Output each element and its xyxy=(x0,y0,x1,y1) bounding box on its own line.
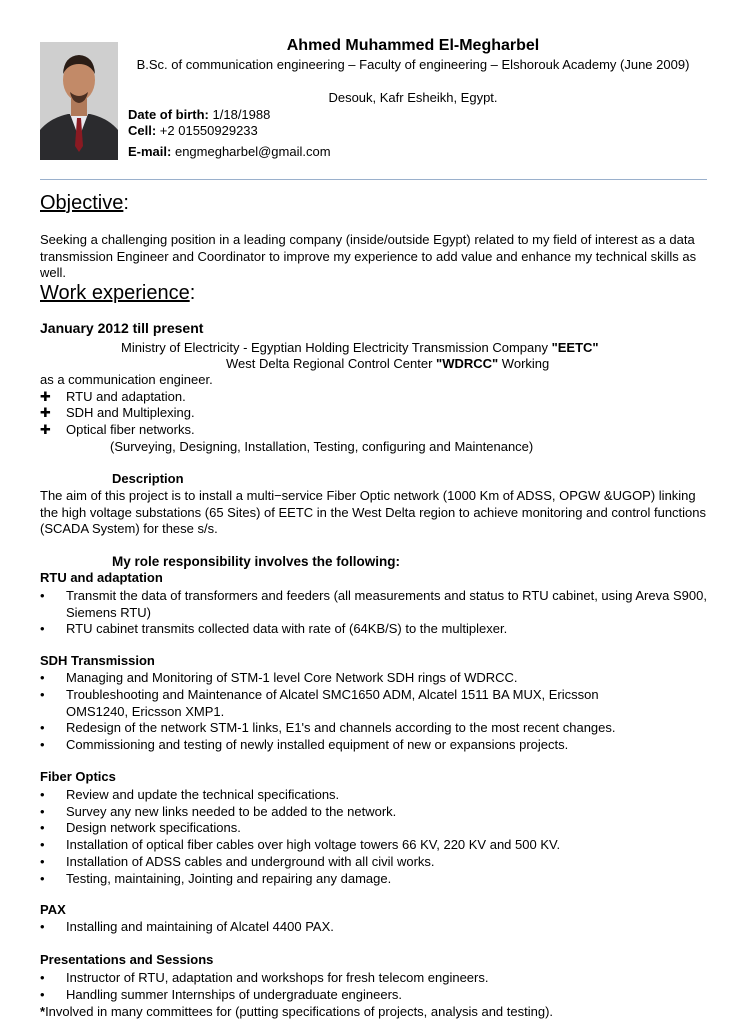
bullet-icon: • xyxy=(40,820,45,835)
objective-heading xyxy=(40,192,129,215)
description-title: Description xyxy=(112,471,184,486)
list-item xyxy=(40,670,708,687)
cell-value: +2 01550929233 xyxy=(159,123,258,138)
work-period: January 2012 till present xyxy=(40,320,204,336)
list-item-text: Handling summer Internships of undergraduate engineers. xyxy=(66,987,403,1002)
sdh-title: SDH Transmission xyxy=(40,653,155,668)
employer-name: Ministry of Electricity - Egyptian Holding Electricity Transmission Company xyxy=(121,340,552,355)
list-item xyxy=(40,720,708,737)
list-item xyxy=(40,588,708,621)
employer-line-1 xyxy=(121,340,599,355)
plus-item-text: SDH and Multiplexing. xyxy=(66,405,195,420)
bullet-icon: • xyxy=(40,854,45,869)
work-plus-item xyxy=(40,389,186,405)
bullet-icon: • xyxy=(40,687,45,702)
bullet-icon: • xyxy=(40,588,45,603)
list-item-text: RTU cabinet transmits collected data with rate of (64KB/S) to the multiplexer. xyxy=(66,621,508,636)
objective-colon: : xyxy=(123,192,129,214)
pax-title: PAX xyxy=(40,902,66,917)
list-item xyxy=(40,837,708,854)
list-item xyxy=(40,621,708,638)
work-plus-item xyxy=(40,422,195,438)
bullet-icon: • xyxy=(40,919,45,934)
list-item-text: Troubleshooting and Maintenance of Alcatel SMC1650 ADM, Alcatel 1511 BA MUX, Ericsson OMS1240, Ericsson XMP1. xyxy=(66,687,599,719)
list-item-text: Installation of optical fiber cables over high voltage towers 66 KV, 220 KV and 500 KV. xyxy=(66,837,561,852)
list-item-text: Installation of ADSS cables and underground with all civil works. xyxy=(66,854,435,869)
person-portrait-icon xyxy=(40,42,118,160)
dob-value: 1/18/1988 xyxy=(212,107,271,122)
dob-row xyxy=(128,107,270,122)
list-item-text: Review and update the technical specifications. xyxy=(66,787,340,802)
list-item xyxy=(40,687,660,720)
center-name: West Delta Regional Control Center xyxy=(226,356,437,371)
candidate-name: Ahmed Muhammed El-Megharbel xyxy=(286,37,540,54)
email-row xyxy=(128,144,331,159)
working-word: Working xyxy=(498,356,550,371)
list-item-text: Managing and Monitoring of STM-1 level Core Network SDH rings of WDRCC. xyxy=(66,670,518,685)
plus-item-text: Optical fiber networks. xyxy=(66,422,195,437)
bullet-icon: • xyxy=(40,987,45,1002)
work-plus-item xyxy=(40,405,195,421)
location-line: Desouk, Kafr Esheikh, Egypt. xyxy=(328,90,498,105)
bullet-icon: • xyxy=(40,871,45,886)
bullet-icon: • xyxy=(40,837,45,852)
work-colon: : xyxy=(189,282,196,304)
bullet-icon: • xyxy=(40,804,45,819)
email-value[interactable]: engmegharbel@gmail.com xyxy=(174,144,331,159)
list-item-text: Design network specifications. xyxy=(66,820,241,835)
committees-note xyxy=(40,1004,553,1019)
employer-line-2 xyxy=(226,356,549,371)
bullet-icon: • xyxy=(40,621,45,636)
responsibility-title: My role responsibility involves the following: xyxy=(112,554,401,569)
objective-title: Objective xyxy=(40,192,124,214)
list-item xyxy=(40,820,708,837)
fiber-title: Fiber Optics xyxy=(40,769,116,784)
plus-item-text: RTU and adaptation. xyxy=(66,389,186,404)
bullet-icon: • xyxy=(40,670,45,685)
objective-text: Seeking a challenging position in a leading company (inside/outside Egypt) related to my field of interest as a data transmission Engineer and Coordinator to improve my experience to add value and enhance my technical skills as well. xyxy=(40,232,697,280)
list-item xyxy=(40,970,708,987)
bullet-icon: • xyxy=(40,787,45,802)
work-scope: (Surveying, Designing, Installation, Testing, configuring and Maintenance) xyxy=(110,439,534,454)
list-item xyxy=(40,871,708,888)
list-item xyxy=(40,804,708,821)
work-title: Work experience xyxy=(40,282,190,304)
presentations-title: Presentations and Sessions xyxy=(40,952,214,967)
email-label: E-mail: xyxy=(128,144,172,159)
role-line: as a communication engineer. xyxy=(40,372,213,387)
plus-icon: ✚ xyxy=(40,389,51,404)
note-text: Involved in many committees for (putting specifications of projects, analysis and testing). xyxy=(45,1004,554,1019)
cell-row xyxy=(128,123,258,138)
center-abbrev: "WDRCC" xyxy=(436,356,499,371)
list-item-text: Instructor of RTU, adaptation and workshops for fresh telecom engineers. xyxy=(66,970,489,985)
list-item xyxy=(40,737,708,754)
list-item xyxy=(40,854,708,871)
rtu-title: RTU and adaptation xyxy=(40,570,163,585)
cell-label: Cell: xyxy=(128,123,157,138)
bullet-icon: • xyxy=(40,737,45,752)
list-item-text: Installing and maintaining of Alcatel 4400 PAX. xyxy=(66,919,334,934)
bullet-icon: • xyxy=(40,720,45,735)
list-item-text: Survey any new links needed to be added to the network. xyxy=(66,804,397,819)
note-star: * xyxy=(40,1004,46,1019)
plus-icon: ✚ xyxy=(40,405,51,420)
list-item xyxy=(40,919,708,936)
profile-photo xyxy=(40,42,118,160)
list-item-text: Transmit the data of transformers and feeders (all measurements and status to RTU cabinet, using Areva S900, Siemens RTU) xyxy=(66,588,707,620)
plus-icon: ✚ xyxy=(40,422,51,437)
description-text: The aim of this project is to install a multi−service Fiber Optic network (1000 Km of ADSS, OPGW &UGOP) linking the high voltage substations (65 Sites) of EETC in the West Delta region to achieve monitoring and control functions (SCADA System) for these s/s. xyxy=(40,488,707,536)
list-item xyxy=(40,787,708,804)
header-divider xyxy=(40,179,707,180)
list-item xyxy=(40,987,708,1004)
degree-line: B.Sc. of communication engineering – Faculty of engineering – Elshorouk Academy (June 2009) xyxy=(136,57,690,72)
employer-abbrev: "EETC" xyxy=(551,340,599,355)
dob-label: Date of birth: xyxy=(128,107,209,122)
work-heading xyxy=(40,282,195,305)
list-item-text: Testing, maintaining, Jointing and repairing any damage. xyxy=(66,871,392,886)
bullet-icon: • xyxy=(40,970,45,985)
list-item-text: Redesign of the network STM-1 links, E1's and channels according to the most recent changes. xyxy=(66,720,616,735)
list-item-text: Commissioning and testing of newly installed equipment of new or expansions projects. xyxy=(66,737,569,752)
